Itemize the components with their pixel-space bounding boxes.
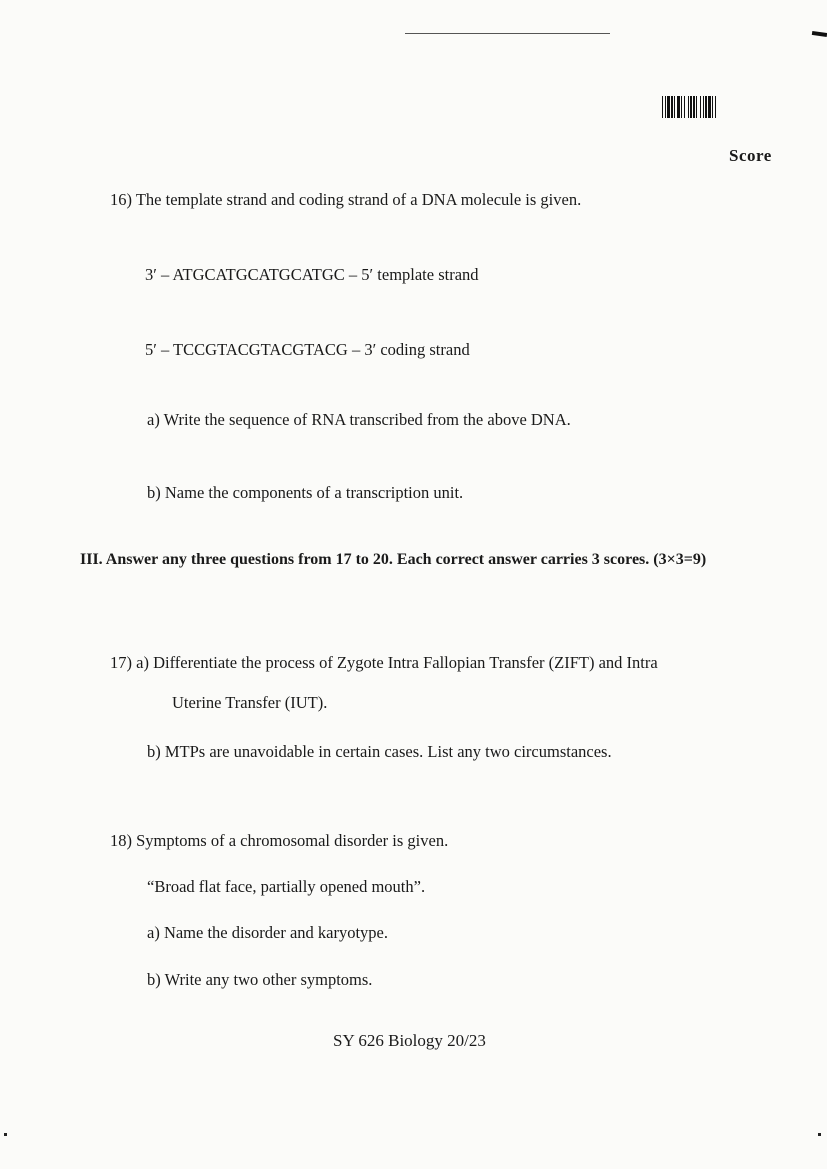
- question-number: 18): [110, 831, 132, 850]
- question-stem: The template strand and coding strand of a DNA molecule is given.: [135, 190, 582, 209]
- question-18-part-b: b) Write any two other symptoms.: [147, 970, 373, 989]
- question-18: [110, 831, 448, 851]
- edge-mark: [4, 1133, 7, 1136]
- template-strand-line: 3′ – ATGCATGCATGCATGC – 5′ template strand: [145, 265, 479, 284]
- question-17-part-b: b) MTPs are unavoidable in certain cases. List any two circumstances.: [147, 742, 612, 761]
- question-16-part-a: a) Write the sequence of RNA transcribed from the above DNA.: [147, 410, 571, 429]
- barcode: [662, 96, 780, 118]
- section-heading: III. Answer any three questions from 17 to 20. Each correct answer carries 3 scores. (3×3=9): [80, 551, 707, 568]
- top-rule: [405, 33, 610, 34]
- question-16: [110, 190, 581, 210]
- question-17-part-a: a) Differentiate the process of Zygote Intra Fallopian Transfer (ZIFT) and Intra: [136, 653, 658, 672]
- question-16-part-b: b) Name the components of a transcription unit.: [147, 483, 464, 502]
- page-footer: SY 626 Biology 20/23: [333, 1031, 486, 1050]
- question-number: 17): [110, 653, 132, 672]
- question-17-part-a-cont: Uterine Transfer (IUT).: [172, 693, 328, 712]
- corner-mark: [812, 31, 827, 37]
- coding-strand-line: 5′ – TCCGTACGTACGTACG – 3′ coding strand: [145, 340, 470, 359]
- question-stem: Symptoms of a chromosomal disorder is given.: [136, 831, 449, 850]
- question-18-part-a: a) Name the disorder and karyotype.: [147, 923, 388, 942]
- question-number: 16): [110, 190, 132, 209]
- score-label: Score: [729, 146, 772, 165]
- question-17: [110, 653, 658, 673]
- edge-mark: [818, 1133, 821, 1136]
- symptom-quote: “Broad flat face, partially opened mouth”.: [147, 877, 426, 896]
